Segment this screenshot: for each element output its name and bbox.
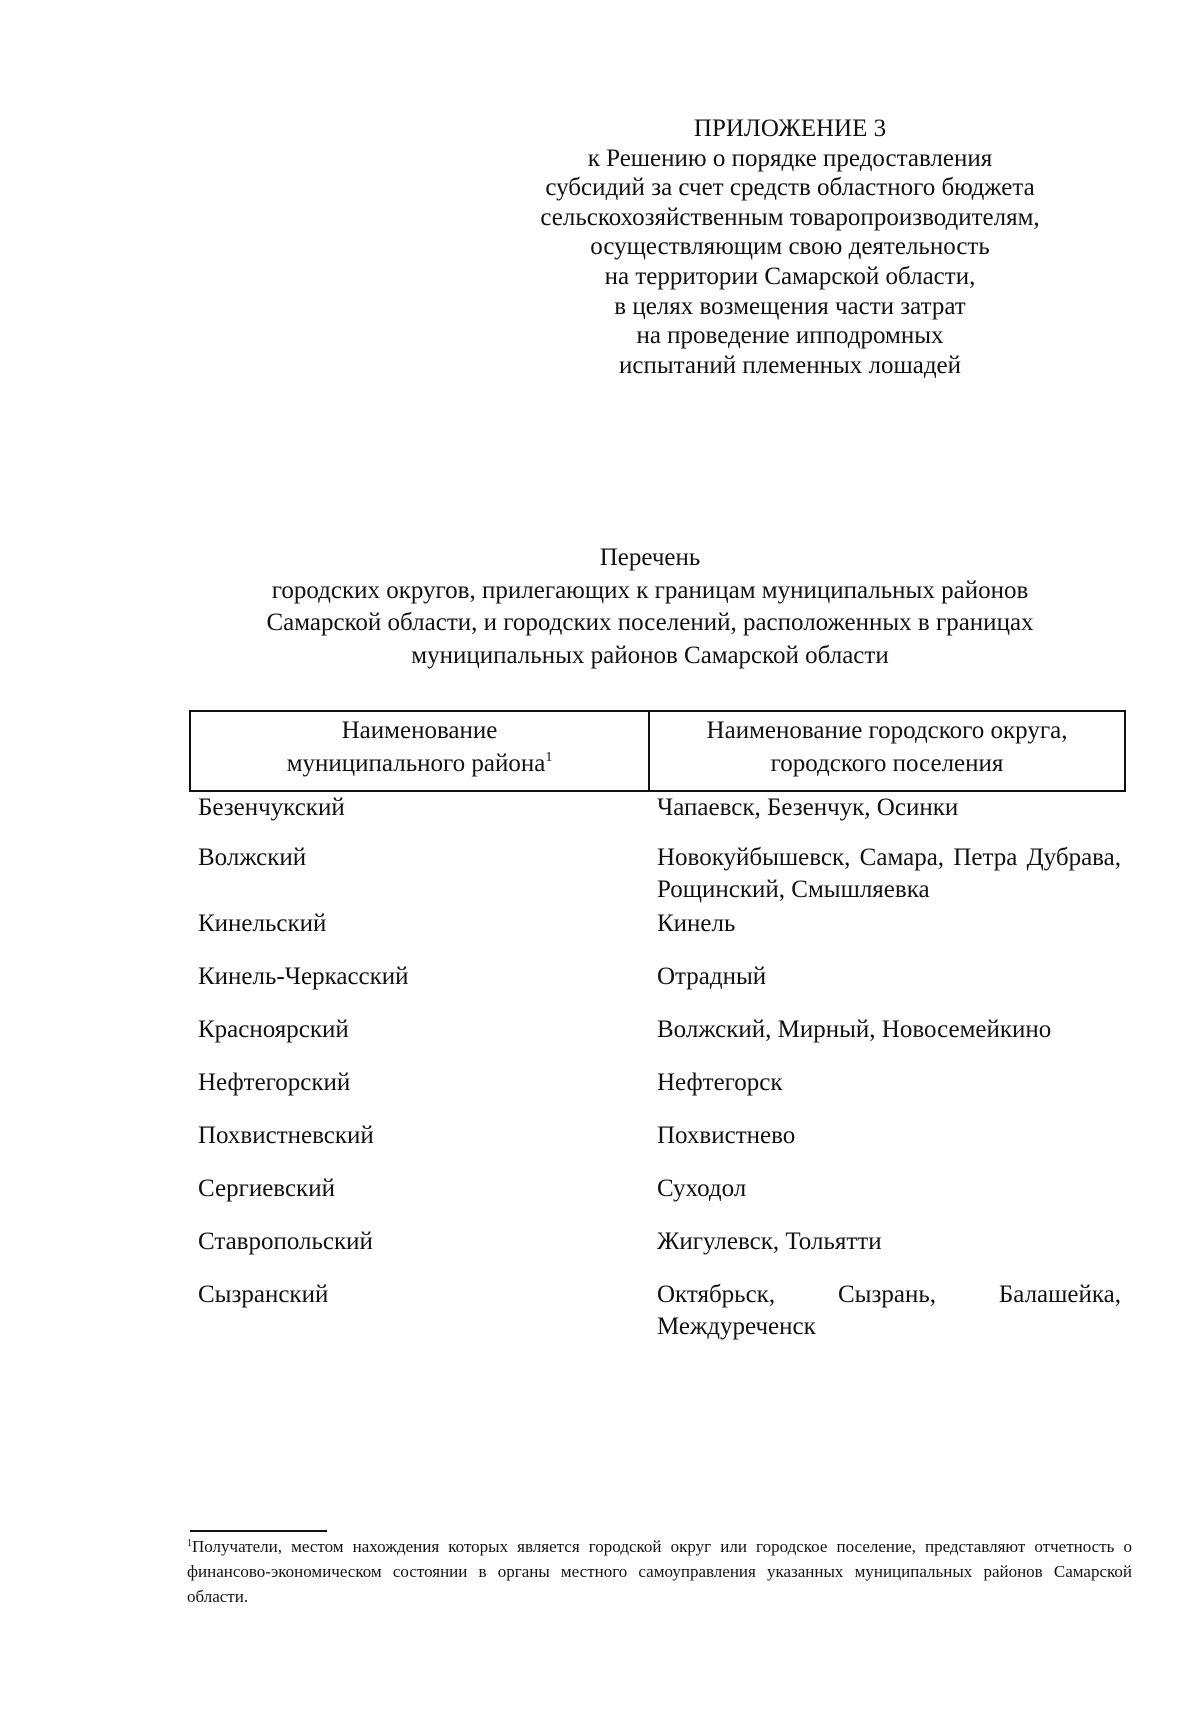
district-cell: Нефтегорский xyxy=(198,1069,351,1096)
appendix-heading xyxy=(440,114,1140,380)
footnote-divider xyxy=(190,1530,327,1532)
table-row xyxy=(190,961,1125,1014)
header-district-line1: Наименование xyxy=(341,717,498,744)
appendix-line: в целях возмещения части затрат xyxy=(614,292,966,320)
district-cell: Безенчукский xyxy=(198,794,345,821)
district-cell: Волжский xyxy=(198,844,307,871)
footnote-text: Получатели, местом нахождения которых является городской округ или городское поселение, представляют отчетность о финансово-экономическом состоянии в органы местного самоуправления указанных муниципальных районов Самарской области. xyxy=(187,1537,1132,1606)
settlement-cell: Похвистнево xyxy=(657,1122,796,1149)
district-cell: Сергиевский xyxy=(198,1175,335,1202)
settlement-cell: Нефтегорск xyxy=(657,1069,783,1096)
appendix-line: сельскохозяйственным товаропроизводителям, xyxy=(540,203,1040,231)
appendix-line: к Решению о порядке предоставления xyxy=(587,144,993,172)
header-district-line2: муниципального района xyxy=(286,750,546,777)
table-row xyxy=(190,1014,1125,1067)
table-row xyxy=(190,842,1125,908)
list-title-line: муниципальных районов Самарской области xyxy=(411,641,889,669)
header-settlement-line1: Наименование городского округа, xyxy=(706,717,1068,744)
appendix-line: на территории Самарской области, xyxy=(604,262,976,290)
header-district xyxy=(190,711,649,791)
table-row xyxy=(190,1226,1125,1279)
district-cell: Красноярский xyxy=(198,1016,349,1043)
settlement-cell: Новокуйбышевск, Самара, Петра Дубрава, Рощинский, Смышляевка xyxy=(657,844,1121,903)
settlement-cell: Жигулевск, Тольятти xyxy=(657,1228,882,1255)
header-settlement-line2: городского поселения xyxy=(770,750,1004,777)
table-row xyxy=(190,1120,1125,1173)
table-row xyxy=(190,1279,1125,1345)
table-row xyxy=(190,1173,1125,1226)
header-settlement xyxy=(649,711,1125,791)
table-header-row xyxy=(190,711,1125,791)
appendix-line: ПРИЛОЖЕНИЕ 3 xyxy=(693,115,887,142)
appendix-line: на проведение ипподромных xyxy=(636,322,944,350)
table-row xyxy=(190,1067,1125,1120)
district-cell: Похвистневский xyxy=(198,1122,374,1149)
district-cell: Кинель-Черкасский xyxy=(198,963,409,990)
footnote xyxy=(187,1534,1132,1609)
table-row xyxy=(190,908,1125,961)
settlement-cell: Октябрьск, Сызрань, Балашейка, Междуреченск xyxy=(657,1281,1121,1340)
appendix-line: субсидий за счет средств областного бюджета xyxy=(545,174,1035,202)
settlement-cell: Отрадный xyxy=(657,963,767,990)
list-title xyxy=(130,542,1170,672)
settlement-cell: Чапаевск, Безенчук, Осинки xyxy=(657,794,959,821)
list-title-line: городских округов, прилегающих к границам муниципальных районов xyxy=(271,576,1029,604)
district-cell: Сызранский xyxy=(198,1281,329,1308)
settlement-cell: Суходол xyxy=(657,1175,747,1202)
appendix-line: испытаний племенных лошадей xyxy=(618,351,962,379)
district-cell: Ставропольский xyxy=(198,1228,373,1255)
list-title-line: Самарской области, и городских поселений, расположенных в границах xyxy=(266,609,1034,636)
district-cell: Кинельский xyxy=(198,910,327,937)
settlement-cell: Волжский, Мирный, Новосемейкино xyxy=(657,1016,1052,1043)
settlement-cell: Кинель xyxy=(657,910,736,937)
appendix-line: осуществляющим свою деятельность xyxy=(590,233,990,261)
districts-table xyxy=(189,710,1126,1345)
table-row xyxy=(190,791,1125,842)
list-title-line: Перечень xyxy=(599,544,701,571)
footnote-reference: 1 xyxy=(545,750,553,765)
footnote-marker: 1 xyxy=(187,1538,192,1549)
